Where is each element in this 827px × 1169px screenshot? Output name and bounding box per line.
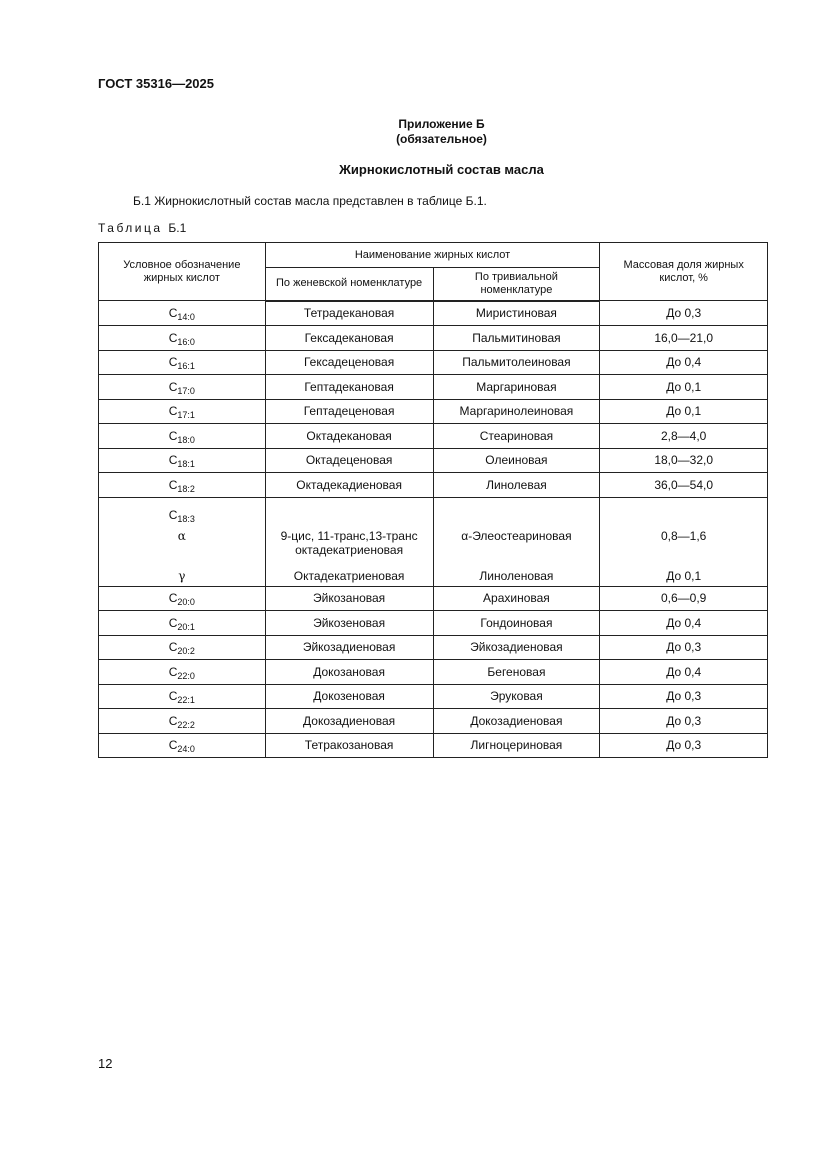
page-number: 12 [98,1056,113,1071]
table-row [99,684,768,709]
symbol-letter: C [168,640,178,655]
alpha-geneva-line1: 9-цис, 11-транс,13-транс [280,528,418,543]
symbol-subscript: 18:2 [177,483,195,494]
table-row [99,733,768,758]
table-caption-number: Б.1 [168,221,187,235]
symbol-subscript: 17:0 [177,385,195,396]
cell-symbol [99,424,266,449]
cell-mass: До 0,3 [600,733,768,758]
cell-mass: 18,0—32,0 [600,448,768,473]
symbol-subscript: 18:1 [177,459,195,470]
table-row [99,399,768,424]
gamma-symbol: γ [178,568,186,583]
symbol-letter: C [168,355,178,370]
intro-paragraph: Б.1 Жирнокислотный состав масла представлен в таблице Б.1. [133,194,487,208]
cell-symbol [99,586,266,611]
cell-trivial: Миристиновая [433,301,600,326]
header-geneva: По женевской номенклатуре [265,268,433,301]
table-row [99,473,768,498]
symbol-letter: C [168,404,178,419]
cell-mass: До 0,1 [600,375,768,400]
cell-symbol [99,660,266,685]
cell-symbol [99,399,266,424]
cell-mass [600,497,768,586]
table-row [99,448,768,473]
gamma-geneva: Октадекатриеновая [293,568,405,583]
header-mass-fraction: Массовая доля жирных кислот, % [600,243,768,301]
symbol-letter: C [168,330,178,345]
symbol-subscript: 22:2 [177,719,195,730]
symbol-subscript: 14:0 [177,312,195,322]
standard-code: ГОСТ 35316—2025 [98,76,214,91]
cell-mass: До 0,4 [600,611,768,636]
symbol-subscript: 20:2 [177,646,195,657]
cell-mass: До 0,3 [600,635,768,660]
symbol-letter: C [168,738,178,753]
symbol-letter: C [168,591,178,606]
cell-trivial: Лигноцериновая [433,733,600,758]
table-row [99,424,768,449]
cell-trivial: Бегеновая [433,660,600,685]
cell-geneva: Эйкозеновая [265,611,433,636]
cell-symbol [99,684,266,709]
cell-trivial: Эруковая [433,684,600,709]
cell-mass: До 0,4 [600,350,768,375]
symbol-subscript: 22:1 [177,695,195,706]
cell-geneva: Тетракозановая [265,733,433,758]
cell-symbol [99,497,266,586]
fatty-acid-table [98,242,768,758]
cell-geneva: Докозадиеновая [265,709,433,734]
table-body-upper [99,301,768,498]
cell-symbol [99,350,266,375]
cell-geneva: Гексадеценовая [265,350,433,375]
cell-mass: До 0,1 [600,399,768,424]
alpha-geneva-line2: октадекатриеновая [295,542,404,557]
symbol-subscript: 20:0 [177,597,195,608]
cell-symbol [99,448,266,473]
cell-trivial: Маргариновая [433,375,600,400]
symbol-subscript: 18:0 [177,434,195,445]
table-row [99,586,768,611]
symbol-letter: C [168,453,178,468]
table-row [99,350,768,375]
cell-mass: 2,8—4,0 [600,424,768,449]
cell-trivial: Гондоиновая [433,611,600,636]
cell-symbol [99,473,266,498]
symbol-subscript: 16:1 [177,361,195,372]
symbol-letter: C [168,615,178,630]
symbol-subscript: 16:0 [177,336,195,347]
alpha-trivial: α-Элеостеариновая [461,528,572,543]
cell-trivial: Маргаринолеиновая [433,399,600,424]
cell-trivial: Эйкозадиеновая [433,635,600,660]
symbol-letter: C [168,664,178,679]
table-row [99,301,768,326]
symbol-c18-3: $C_{18:3}$ [168,507,195,524]
cell-mass: До 0,3 [600,684,768,709]
table-row [99,709,768,734]
alpha-symbol: α [177,528,186,543]
symbol-letter: C [168,713,178,728]
table-row [99,635,768,660]
cell-mass: 16,0—21,0 [600,326,768,351]
cell-symbol [99,611,266,636]
table-row [99,497,768,586]
symbol-subscript: 22:0 [177,670,195,681]
cell-geneva: Эйкозановая [265,586,433,611]
cell-geneva: Докозановая [265,660,433,685]
annex-heading [28,117,827,147]
cell-geneva: Гептадеценовая [265,399,433,424]
cell-trivial: Арахиновая [433,586,600,611]
annex-status: (обязательное) [396,132,487,146]
cell-geneva: Октадекановая [265,424,433,449]
cell-symbol [99,326,266,351]
cell-symbol [99,635,266,660]
cell-geneva: Эйкозадиеновая [265,635,433,660]
cell-geneva [265,497,433,586]
cell-symbol [99,709,266,734]
cell-mass: До 0,3 [600,709,768,734]
cell-mass: 0,6—0,9 [600,586,768,611]
symbol-letter: C [168,306,178,320]
table-row [99,326,768,351]
cell-mass: 36,0—54,0 [600,473,768,498]
symbol-letter: C [168,689,178,704]
cell-geneva: Октадекадиеновая [265,473,433,498]
gamma-mass: До 0,1 [666,568,702,583]
header-names-group: Наименование жирных кислот [265,243,600,268]
symbol-subscript: 20:1 [177,621,195,632]
cell-trivial: Пальмитолеиновая [433,350,600,375]
table-caption [98,221,186,235]
cell-trivial: Стеариновая [433,424,600,449]
cell-trivial: Олеиновая [433,448,600,473]
annex-title: Приложение Б [398,117,485,131]
header-trivial: По тривиальной номенклатуре [433,268,600,301]
section-title: Жирнокислотный состав масла [339,162,544,177]
gamma-trivial: Линоленовая [479,568,554,583]
cell-mass: До 0,4 [600,660,768,685]
cell-symbol [99,733,266,758]
symbol-letter: C [168,428,178,443]
table-body-lower [99,586,768,758]
header-symbol: Условное обозначение жирных кислот [99,243,266,301]
cell-geneva: Октадеценовая [265,448,433,473]
symbol-letter: C [168,477,178,492]
cell-trivial: Докозадиеновая [433,709,600,734]
cell-trivial: Пальмитиновая [433,326,600,351]
table-body-c18-3 [99,497,768,586]
symbol-subscript: 24:0 [177,744,195,755]
table-row [99,375,768,400]
symbol-subscript: 17:1 [177,410,195,421]
table-row [99,660,768,685]
table-row [99,611,768,636]
cell-geneva: Тетрадекановая [265,301,433,326]
cell-symbol [99,375,266,400]
alpha-mass: 0,8—1,6 [660,528,707,543]
cell-mass: До 0,3 [600,301,768,326]
symbol-letter: C [168,379,178,394]
table-caption-word: Таблица [98,221,163,235]
cell-trivial [433,497,600,586]
cell-trivial: Линолевая [433,473,600,498]
cell-geneva: Гептадекановая [265,375,433,400]
cell-geneva: Гексадекановая [265,326,433,351]
cell-symbol [99,301,266,326]
cell-geneva: Докозеновая [265,684,433,709]
